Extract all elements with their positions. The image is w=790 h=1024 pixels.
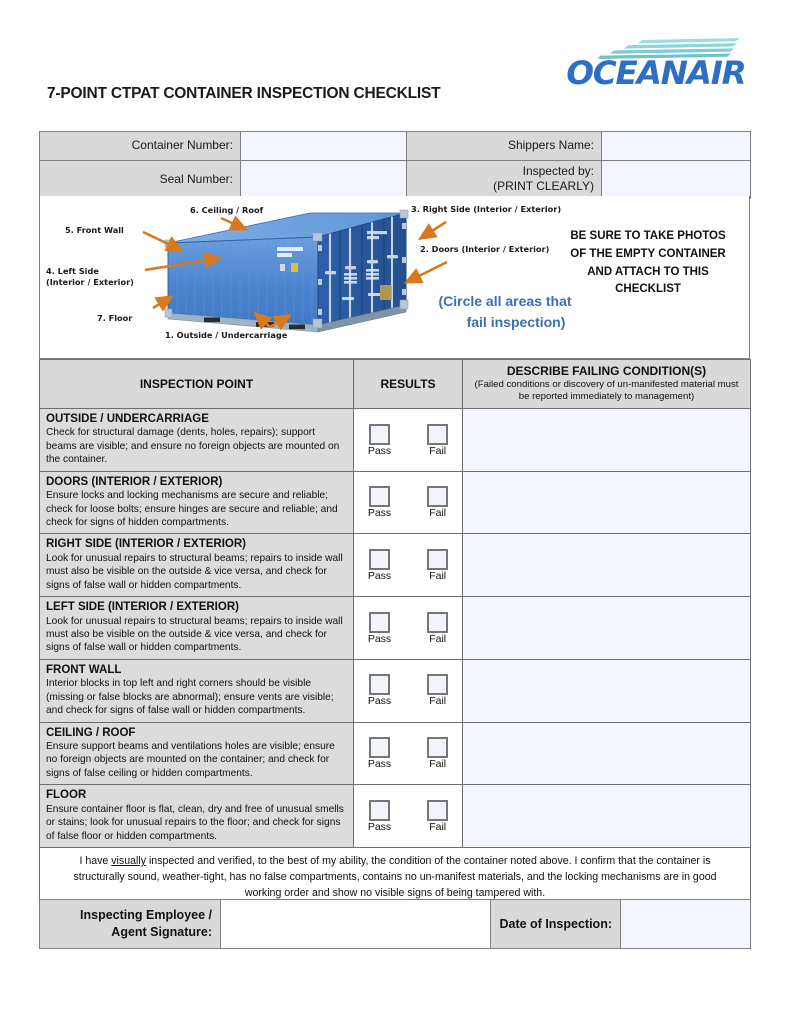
pass-checkbox-group[interactable]	[368, 674, 391, 707]
callout-doors: 2. Doors (Interior / Exterior)	[420, 244, 550, 254]
inspection-point-description: Look for unusual repairs to structural beams; repairs to inside wall must also be visible on the outside & vice versa, and check for signs of false wall or hidden compartments.	[46, 615, 343, 654]
failing-condition-input[interactable]	[463, 534, 751, 597]
header-describe-failing	[463, 360, 751, 409]
header-results: RESULTS	[354, 360, 463, 409]
inspection-point-title: CEILING / ROOF	[46, 726, 136, 739]
inspection-point-title: FRONT WALL	[46, 663, 122, 676]
photo-instruction-note: BE SURE TO TAKE PHOTOS OF THE EMPTY CONTAINER AND ATTACH TO THIS CHECKLIST	[570, 230, 726, 296]
failing-condition-input[interactable]	[463, 597, 751, 660]
inspection-point-title: OUTSIDE / UNDERCARRIAGE	[46, 412, 209, 425]
callout-ceiling-roof: 6. Ceiling / Roof	[190, 205, 264, 215]
page-title: 7-POINT CTPAT CONTAINER INSPECTION CHECKLIST	[47, 85, 441, 102]
fail-checkbox[interactable]	[427, 612, 448, 633]
callout-right-side: 3. Right Side (Interior / Exterior)	[411, 204, 562, 214]
results-cell	[354, 785, 463, 848]
results-cell	[354, 722, 463, 785]
attestation-part2: inspected and verified, to the best of my ability, the condition of the container noted above. I confirm that the container is structurally sound, weather-tight, has no false compartments, contains no un-manifest materials, and the locking mechanisms are in good working order and show no visible signs of being tampered with.	[73, 855, 717, 899]
pass-checkbox[interactable]	[369, 612, 390, 633]
fail-checkbox-group[interactable]	[427, 612, 448, 645]
inspection-point-cell	[40, 408, 354, 471]
oceanair-logo	[568, 38, 744, 94]
inspection-point-description: Ensure support beams and ventilations holes are visible; ensure no foreign objects are mounted on the container; and check for signs of false ceiling or hidden compartments.	[46, 740, 335, 779]
attestation-underlined: visually	[111, 855, 146, 868]
pass-checkbox-group[interactable]	[368, 486, 391, 519]
fail-checkbox[interactable]	[427, 674, 448, 695]
failing-condition-input[interactable]	[463, 471, 751, 534]
seal-number-label: Seal Number:	[40, 161, 241, 199]
pass-checkbox[interactable]	[369, 800, 390, 821]
header-describe-title: DESCRIBE FAILING CONDITION(S)	[506, 364, 707, 378]
pass-label: Pass	[367, 507, 392, 520]
pass-checkbox[interactable]	[369, 486, 390, 507]
results-cell	[354, 408, 463, 471]
inspected-by-label-line2: (PRINT CLEARLY)	[493, 179, 594, 193]
fail-checkbox-group[interactable]	[427, 486, 448, 519]
callout-front-wall: 5. Front Wall	[65, 225, 124, 235]
results-cell	[354, 534, 463, 597]
pass-label: Pass	[367, 632, 392, 645]
circle-note-line1: (Circle all areas that	[438, 293, 572, 309]
table-row	[40, 785, 751, 848]
failing-condition-input[interactable]	[463, 659, 751, 722]
inspection-point-description: Check for structural damage (dents, holes, repairs); support beams are visible; and ensure no foreign objects are mounted on the container.	[46, 427, 340, 466]
header-describe-sub: (Failed conditions or discovery of un-manifested material must be reported immediately to management)	[474, 379, 739, 403]
pass-label: Pass	[367, 444, 392, 457]
inspection-point-title: LEFT SIDE (INTERIOR / EXTERIOR)	[46, 601, 239, 614]
fail-checkbox-group[interactable]	[427, 800, 448, 833]
results-cell	[354, 597, 463, 660]
logo-wordmark: OCEANAIR	[566, 54, 746, 92]
container-info-table	[39, 131, 751, 199]
inspection-point-cell	[40, 597, 354, 660]
inspection-point-cell	[40, 722, 354, 785]
container-diagram-section	[39, 196, 750, 359]
container-number-input[interactable]	[241, 132, 407, 161]
pass-checkbox-group[interactable]	[368, 800, 391, 833]
inspection-point-title: DOORS (INTERIOR / EXTERIOR)	[46, 475, 223, 488]
table-row	[40, 597, 751, 660]
pass-checkbox-group[interactable]	[368, 612, 391, 645]
date-of-inspection-label: Date of Inspection:	[491, 900, 621, 949]
pass-label: Pass	[367, 570, 392, 583]
fail-checkbox[interactable]	[427, 486, 448, 507]
table-row	[40, 471, 751, 534]
seal-number-input[interactable]	[241, 161, 407, 199]
table-row	[40, 722, 751, 785]
attestation-part1: I have	[79, 855, 112, 868]
fail-label: Fail	[429, 695, 447, 708]
table-row	[40, 161, 751, 199]
inspected-by-label-line1: Inspected by:	[522, 164, 594, 178]
employee-signature-label-line2: Agent Signature:	[111, 925, 212, 939]
inspected-by-input[interactable]	[602, 161, 751, 199]
callout-floor: 7. Floor	[97, 313, 133, 323]
results-cell	[354, 471, 463, 534]
callout-left-side-sub: (Interior / Exterior)	[46, 277, 134, 287]
employee-signature-label-line1: Inspecting Employee /	[80, 908, 212, 923]
table-header-row	[40, 360, 751, 409]
failing-condition-input[interactable]	[463, 408, 751, 471]
pass-label: Pass	[367, 695, 392, 708]
container-number-label: Container Number:	[40, 132, 241, 161]
inspection-point-cell	[40, 785, 354, 848]
signature-table	[39, 899, 751, 949]
pass-checkbox-group[interactable]	[368, 424, 391, 457]
fail-label: Fail	[429, 444, 447, 457]
employee-signature-input[interactable]	[221, 900, 491, 949]
table-row	[40, 408, 751, 471]
pass-label: Pass	[367, 758, 392, 771]
fail-checkbox-group[interactable]	[427, 674, 448, 707]
date-of-inspection-input[interactable]	[621, 900, 751, 949]
fail-checkbox[interactable]	[427, 737, 448, 758]
callout-left-side: 4. Left Side	[46, 266, 99, 276]
inspection-point-cell	[40, 659, 354, 722]
inspection-point-title: RIGHT SIDE (INTERIOR / EXTERIOR)	[46, 538, 246, 551]
shippers-name-label: Shippers Name:	[407, 132, 602, 161]
fail-label: Fail	[429, 507, 447, 520]
fail-label: Fail	[429, 820, 447, 833]
inspection-point-cell	[40, 534, 354, 597]
header-inspection-point: INSPECTION POINT	[40, 360, 354, 409]
table-row	[40, 534, 751, 597]
callout-outside-undercarriage: 1. Outside / Undercarriage	[165, 330, 288, 340]
inspection-point-title: FLOOR	[46, 789, 87, 802]
fail-checkbox[interactable]	[427, 424, 448, 445]
results-cell	[354, 659, 463, 722]
pass-checkbox[interactable]	[369, 674, 390, 695]
fail-checkbox-group[interactable]	[427, 737, 448, 770]
table-row	[40, 132, 751, 161]
inspection-table	[39, 359, 751, 910]
shippers-name-input[interactable]	[602, 132, 751, 161]
pass-checkbox[interactable]	[369, 737, 390, 758]
failing-condition-input[interactable]	[463, 722, 751, 785]
pass-checkbox[interactable]	[369, 549, 390, 570]
fail-checkbox[interactable]	[427, 800, 448, 821]
fail-checkbox[interactable]	[427, 549, 448, 570]
fail-checkbox-group[interactable]	[427, 549, 448, 582]
employee-signature-label	[40, 900, 221, 949]
pass-label: Pass	[367, 820, 392, 833]
inspected-by-label	[407, 161, 602, 199]
circle-note-line2: fail inspection)	[466, 314, 566, 330]
fail-checkbox-group[interactable]	[427, 424, 448, 457]
inspection-point-description: Look for unusual repairs to structural beams; repairs to inside wall must also be visible on the outside & vice versa, and check for signs of false wall or hidden compartments.	[46, 552, 343, 591]
pass-checkbox[interactable]	[369, 424, 390, 445]
pass-checkbox-group[interactable]	[368, 549, 391, 582]
fail-label: Fail	[429, 632, 447, 645]
fail-label: Fail	[429, 758, 447, 771]
inspection-point-description: Ensure locks and locking mechanisms are secure and reliable; check for loose bolts; ensure hinges are secure and reliable; and check for signs of hidden compartments.	[46, 490, 338, 528]
fail-label: Fail	[429, 570, 447, 583]
inspection-point-description: Interior blocks in top left and right corners should be visible (missing or false blocks are abnormal); ensure vents are visible; and check for signs of false wall or hidden compartments.	[46, 678, 334, 717]
inspection-point-cell	[40, 471, 354, 534]
table-row	[40, 900, 751, 949]
table-row	[40, 659, 751, 722]
inspection-point-description: Ensure container floor is flat, clean, dry and free of unusual smells or stains; look for unusual repairs to the floor; and check for signs of false floor or hidden compartments.	[46, 803, 344, 842]
failing-condition-input[interactable]	[463, 785, 751, 848]
pass-checkbox-group[interactable]	[368, 737, 391, 770]
